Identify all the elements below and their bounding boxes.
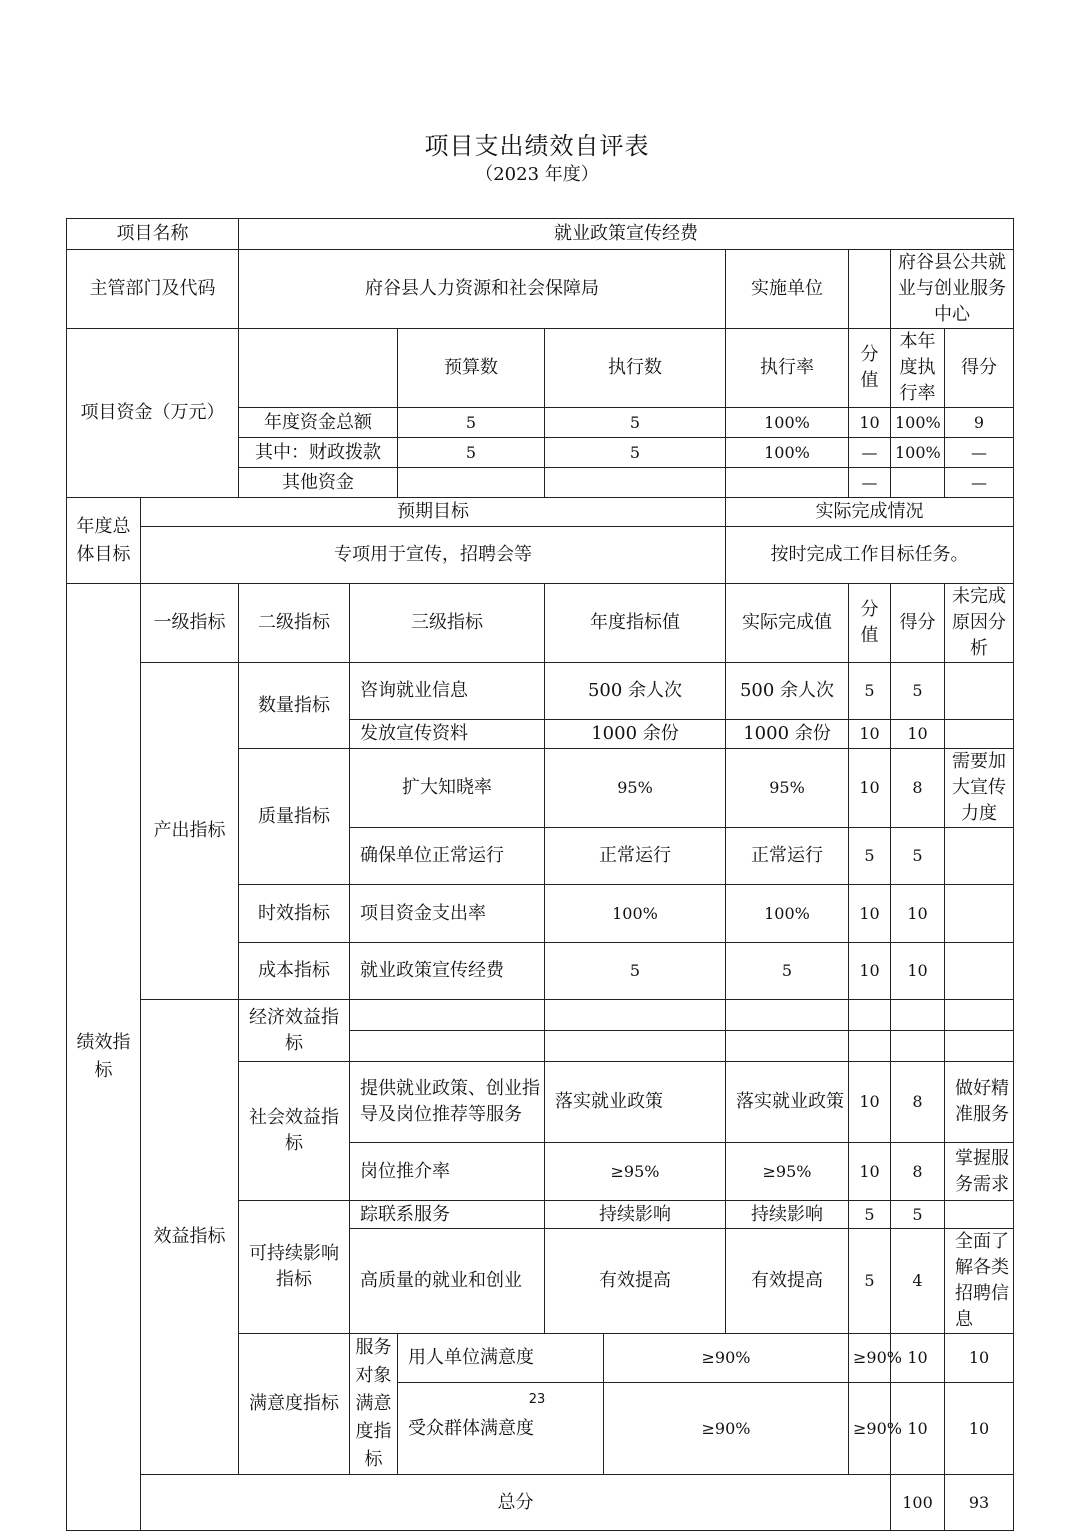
quantity-label: 数量指标 <box>239 663 350 749</box>
dept-value: 府谷县人力资源和社会保障局 <box>239 250 726 329</box>
indicator-score: 5 <box>891 828 945 885</box>
indicator-score: 10 <box>945 1383 1014 1475</box>
indicator-reason <box>945 1000 1014 1031</box>
indicator-name: 提供就业政策、创业指导及岗位推荐等服务 <box>350 1062 545 1143</box>
indicator-actual: 500 余人次 <box>726 663 849 720</box>
indicator-target <box>545 1000 726 1031</box>
indicator-score-value: 5 <box>849 1201 891 1229</box>
header-score: 得分 <box>891 584 945 663</box>
funds-header-exec-rate: 执行率 <box>726 329 849 408</box>
indicator-score-value: 5 <box>849 828 891 885</box>
funds-row-annual-exec-rate <box>891 468 945 498</box>
funds-header-budget: 预算数 <box>398 329 545 408</box>
indicator-reason <box>945 1031 1014 1062</box>
indicator-score-value <box>849 1000 891 1031</box>
indicator-target: 95% <box>545 749 726 828</box>
indicator-actual: ≥95% <box>726 1143 849 1201</box>
indicator-reason <box>945 1201 1014 1229</box>
indicator-reason <box>945 885 1014 943</box>
total-score: 93 <box>945 1475 1014 1531</box>
header-level3: 三级指标 <box>350 584 545 663</box>
indicator-reason <box>945 720 1014 749</box>
indicator-name <box>350 1000 545 1031</box>
goals-label: 年度总体目标 <box>67 498 141 584</box>
indicator-reason: 掌握服务需求 <box>945 1143 1014 1201</box>
funds-row-exec-rate <box>726 468 849 498</box>
goals-expected-value: 专项用于宣传，招聘会等 <box>141 527 726 584</box>
indicator-reason: 做好精准服务 <box>945 1062 1014 1143</box>
indicator-actual: ≥90% <box>849 1383 891 1475</box>
funds-row-score: — <box>945 468 1014 498</box>
quality-label: 质量指标 <box>239 749 350 885</box>
indicator-score: 8 <box>891 749 945 828</box>
indicator-score: 10 <box>945 1334 1014 1383</box>
indicator-name <box>350 1031 545 1062</box>
indicator-actual: 95% <box>726 749 849 828</box>
indicator-score-value <box>849 1031 891 1062</box>
indicator-reason: 需要加大宣传力度 <box>945 749 1014 828</box>
funds-row-name: 其中：财政拨款 <box>239 438 398 468</box>
total-score-value: 100 <box>891 1475 945 1531</box>
indicator-score-value: 5 <box>849 663 891 720</box>
goals-actual-label: 实际完成情况 <box>726 498 1014 527</box>
document-subtitle: （2023 年度） <box>475 164 599 185</box>
funds-row-budget: 5 <box>398 438 545 468</box>
satisfaction-label: 满意度指标 <box>239 1334 350 1475</box>
indicator-target: 持续影响 <box>545 1201 726 1229</box>
funds-row-budget <box>398 468 545 498</box>
funds-row-annual-exec-rate: 100% <box>891 438 945 468</box>
indicator-score <box>891 1000 945 1031</box>
indicator-actual: 5 <box>726 943 849 1000</box>
timeliness-label: 时效指标 <box>239 885 350 943</box>
project-name-value: 就业政策宣传经费 <box>239 219 1014 250</box>
indicator-score-value: 10 <box>849 1143 891 1201</box>
social-label: 社会效益指标 <box>239 1062 350 1201</box>
goals-actual-value: 按时完成工作目标任务。 <box>726 527 1014 584</box>
indicator-reason <box>945 943 1014 1000</box>
indicator-score: 8 <box>891 1143 945 1201</box>
cost-label: 成本指标 <box>239 943 350 1000</box>
indicator-target: 1000 余份 <box>545 720 726 749</box>
indicator-actual: 有效提高 <box>726 1229 849 1334</box>
indicator-actual: ≥90% <box>849 1334 891 1383</box>
funds-row-executed <box>545 468 726 498</box>
indicator-score: 10 <box>891 720 945 749</box>
indicator-target: 5 <box>545 943 726 1000</box>
goals-expected-label: 预期目标 <box>141 498 726 527</box>
indicator-score: 10 <box>891 943 945 1000</box>
funds-row-name: 其他资金 <box>239 468 398 498</box>
indicator-score: 5 <box>891 1201 945 1229</box>
funds-row-exec-rate: 100% <box>726 438 849 468</box>
indicator-name: 咨询就业信息 <box>350 663 545 720</box>
project-name-label: 项目名称 <box>67 219 239 250</box>
sustainable-label: 可持续影响指标 <box>239 1201 350 1334</box>
indicator-score-value: 10 <box>849 943 891 1000</box>
indicator-name: 确保单位正常运行 <box>350 828 545 885</box>
performance-table <box>66 218 1014 1531</box>
funds-row-executed: 5 <box>545 438 726 468</box>
indicator-actual: 落实就业政策 <box>726 1062 849 1143</box>
impl-unit-spacer <box>849 250 891 329</box>
header-reason: 未完成原因分析 <box>945 584 1014 663</box>
indicator-target: ≥90% <box>604 1383 849 1475</box>
indicator-target: 500 余人次 <box>545 663 726 720</box>
indicator-score-value: 10 <box>849 885 891 943</box>
indicator-target: 有效提高 <box>545 1229 726 1334</box>
header-level1: 一级指标 <box>141 584 239 663</box>
funds-row-score-value: — <box>849 468 891 498</box>
indicator-name: 就业政策宣传经费 <box>350 943 545 1000</box>
total-label: 总分 <box>141 1475 891 1531</box>
indicator-score-value: 10 <box>849 1062 891 1143</box>
indicator-target: ≥90% <box>604 1334 849 1383</box>
dept-label: 主管部门及代码 <box>67 250 239 329</box>
indicator-name: 高质量的就业和创业 <box>350 1229 545 1334</box>
funds-row-annual-exec-rate: 100% <box>891 408 945 438</box>
indicator-score: 4 <box>891 1229 945 1334</box>
indicator-target: 落实就业政策 <box>545 1062 726 1143</box>
impl-unit-value: 府谷县公共就业与创业服务中心 <box>891 250 1014 329</box>
indicator-actual: 100% <box>726 885 849 943</box>
funds-row-budget: 5 <box>398 408 545 438</box>
indicator-name: 受众群体满意度 <box>398 1383 604 1475</box>
indicator-actual: 正常运行 <box>726 828 849 885</box>
indicator-target: 100% <box>545 885 726 943</box>
indicator-name: 扩大知晓率 <box>350 749 545 828</box>
indicator-actual <box>726 1031 849 1062</box>
benefit-label: 效益指标 <box>141 1000 239 1475</box>
page-number: 23 <box>528 1392 546 1407</box>
indicator-target: 正常运行 <box>545 828 726 885</box>
header-level2: 二级指标 <box>239 584 350 663</box>
indicator-score-value: 10 <box>849 720 891 749</box>
indicator-name: 发放宣传资料 <box>350 720 545 749</box>
indicator-score-value: 10 <box>891 1334 945 1383</box>
indicator-actual: 持续影响 <box>726 1201 849 1229</box>
funds-header-executed: 执行数 <box>545 329 726 408</box>
indicator-score-value: 5 <box>849 1229 891 1334</box>
indicator-name: 岗位推介率 <box>350 1143 545 1201</box>
funds-row-name: 年度资金总额 <box>239 408 398 438</box>
indicator-reason <box>945 663 1014 720</box>
indicator-score-value: 10 <box>891 1383 945 1475</box>
funds-row-score-value: — <box>849 438 891 468</box>
funds-row-score-value: 10 <box>849 408 891 438</box>
funds-row-exec-rate: 100% <box>726 408 849 438</box>
output-label: 产出指标 <box>141 663 239 1000</box>
header-score-value: 分值 <box>849 584 891 663</box>
funds-row-executed: 5 <box>545 408 726 438</box>
indicator-reason <box>945 828 1014 885</box>
indicator-target: ≥95% <box>545 1143 726 1201</box>
indicator-actual <box>726 1000 849 1031</box>
funds-row-score: — <box>945 438 1014 468</box>
funds-header-blank <box>239 329 398 408</box>
indicator-score <box>891 1031 945 1062</box>
indicator-score: 8 <box>891 1062 945 1143</box>
funds-header-annual-exec-rate: 本年度执行率 <box>891 329 945 408</box>
indicators-section-label: 绩效指标 <box>67 584 141 1531</box>
economic-label: 经济效益指标 <box>239 1000 350 1062</box>
indicator-score: 5 <box>891 663 945 720</box>
indicator-score-value: 10 <box>849 749 891 828</box>
impl-unit-label: 实施单位 <box>726 250 849 329</box>
funds-label: 项目资金（万元） <box>67 329 239 498</box>
indicator-reason: 全面了解各类招聘信息 <box>945 1229 1014 1334</box>
header-target: 年度指标值 <box>545 584 726 663</box>
indicator-target <box>545 1031 726 1062</box>
indicator-name: 踪联系服务 <box>350 1201 545 1229</box>
satisfaction-sub-label: 服务对象满意度指标 <box>350 1334 398 1475</box>
header-actual: 实际完成值 <box>726 584 849 663</box>
document-title: 项目支出绩效自评表 <box>424 132 650 160</box>
funds-header-score-value: 分值 <box>849 329 891 408</box>
indicator-score: 10 <box>891 885 945 943</box>
indicator-actual: 1000 余份 <box>726 720 849 749</box>
indicator-name: 项目资金支出率 <box>350 885 545 943</box>
indicator-name: 用人单位满意度 <box>398 1334 604 1383</box>
funds-header-score: 得分 <box>945 329 1014 408</box>
funds-row-score: 9 <box>945 408 1014 438</box>
